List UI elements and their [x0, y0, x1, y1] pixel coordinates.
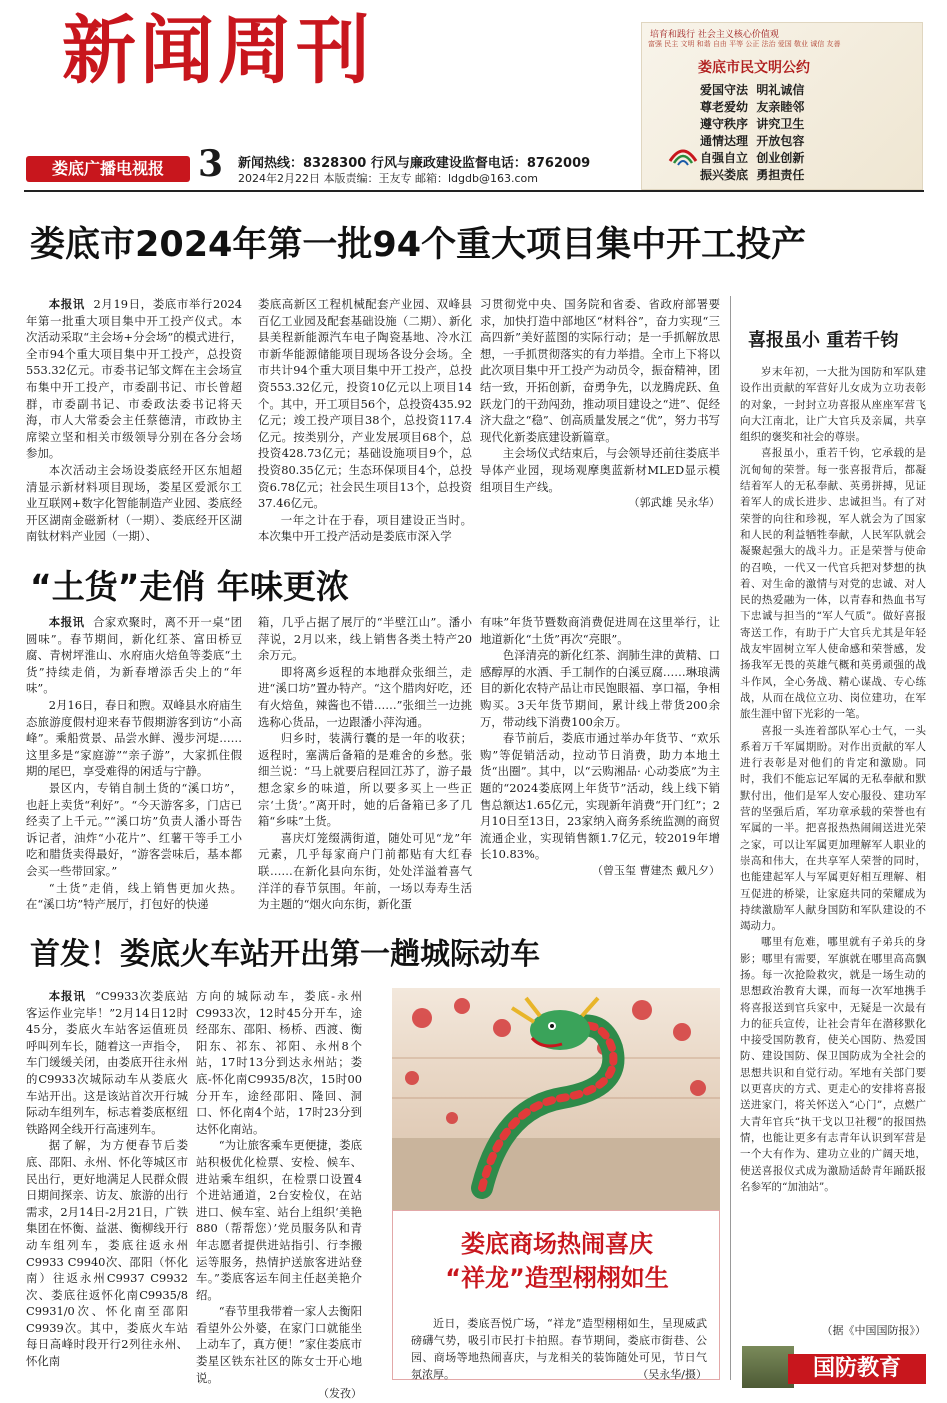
article1-headline: 娄底市2024年第一批94个重大项目集中开工投产	[30, 225, 807, 265]
dateline-text: 2024年2月22日 本版责编：王友专 邮箱：ldgdb@163.com	[238, 172, 538, 185]
photo-credit: （吴永华/摄）	[637, 1368, 707, 1381]
photo-caption-text: 近日，娄底吾悦广场，“祥龙”造型栩栩如生，呈现威武磅礴气势，吸引市民打卡拍照。春节期间，娄底市街巷、公园、商场等地热闹喜庆，与龙相关的装饰随处可见，节日气氛浓厚。 （吴永华/摄）	[411, 1317, 707, 1381]
photo-caption-title: 娄底商场热闹喜庆 “祥龙”造型栩栩如生	[445, 1230, 669, 1292]
pledge-line: 通情达理 开放包容	[700, 134, 805, 148]
article3-byline: （发孜）	[318, 1387, 362, 1401]
hotline-text: 新闻热线：8328300 行风与廉政建设监督电话：8762009	[238, 156, 591, 171]
pledge-line: 尊老爱幼 友亲睦邻	[700, 100, 805, 114]
civility-banner	[641, 22, 923, 190]
masthead-divider	[24, 190, 924, 192]
soldier-image	[742, 1346, 794, 1388]
section-label-box	[742, 1346, 926, 1388]
article1-column-2: 娄底高新区工程机械配套产业园、双峰县百亿工业园及配套基础设施（二期）、新化县美程新能源汽车电子陶瓷基地、冷水江市新华能源储能项目现场各设分会场。全市共计94个重大项目集中开工投产，总投资553.32亿元，投资10亿元以上项目14个。其中，开工项目56个，总投资435.92亿元；竣工投产项目38个，总投资117.4亿元。按类别分，产业发展项目68个，总投资428.73亿元；基础设施项目9个，总投资80.35亿元；生态环保项目4个，总投资6.78亿元；社会民生项目13个，总投资37.46亿元。 一年之计在于春，项目建设正当时。本次集中开工投产活动是娄底市深入学	[258, 297, 472, 544]
article2-column-1: 本报讯 合家欢聚时，离不开一桌“团圆味”。春节期间，新化红茶、富田桥豆腐、青树坪淮山、水府庙火焙鱼等娄底“土货”持续走俏，为新春增添舌尖上的“年味”。 2月16日，春日和煦。双峰县水府庙生态旅游度假村迎来春节假期游客到访“小高峰”。乘船赏景、品尝水鲜、漫步河堤……这里多是“家庭游”“亲子游”，大家抓住假期的尾巴，享受难得的闲适与宁静。 景区内，专销自制土货的“溪口坊”，也赶上卖货“利好”。“今天游客多，门店已经卖了上千元。”“溪口坊”负责人潘小哥告诉记者，油炸“小花片”、红薯干等手工小吃和腊货卖得最好，“游客尝味后，基本都会买一些带回家。” “土货”走俏，线上销售更加火热。在“溪口坊”特产展厅，打包好的快递	[26, 615, 242, 912]
photo-caption-box	[392, 1210, 720, 1380]
article3-headline: 首发！娄底火车站开出第一趟城际动车	[30, 937, 540, 972]
article1-column-1: 本报讯 2月19日，娄底市举行2024年第一批重大项目集中开工投产仪式。本次活动采取“主会场+分会场”的模式进行，全市94个重大项目集中开工投产，总投资553.32亿元。市委书记邹文辉在主会场宣布集中开工投产，市委副书记、市长曾超群，市委副书记、市委政法委书记将天海，市人大常委会主任蔡德清，市政协主席梁立坚和相关市级领导分别在各分会场参加。 本次活动主会场设娄底经开区东旭超清显示新材料项目现场，娄星区爱派尔工业互联网+数字化智能制造产业园、娄底经开区湖南金磁新材（一期）、娄底经开区湖南钛材料产业园（一期）、	[26, 297, 242, 544]
dragon-illustration	[392, 988, 720, 1210]
section-label: 国防教育	[788, 1354, 926, 1384]
masthead-title: 新闻周刊	[62, 8, 374, 94]
article2-column-2: 箱，几乎占据了展厅的“半壁江山”。潘小萍说，2月以来，线上销售各类土特产20余万元。 即将离乡返程的本地群众张细兰，走进“溪口坊”置办特产。“这个腊肉好吃，还有火焙鱼，辣酱也不错……”张细兰一边挑选称心货品，一边跟潘小萍沟通。 归乡时，装满行囊的是一年的收获；返程时，塞满后备箱的是难舍的乡愁。张细兰说：“马上就要启程回江苏了，游子最想念家乡的味道，所以要多买上一些正宗‘土货’。”离开时，她的后备箱已多了几箱“乡味”土货。 喜庆灯笼缀满街道，随处可见“龙”年元素，几乎每家商户门前都贴有大红春联……在新化县向东街，处处洋溢着喜气洋洋的春节氛围。年前，一场以寿寿生活为主题的“烟火向东街，新化蛋	[258, 615, 472, 912]
article1-column-3: 习贯彻党中央、国务院和省委、省政府部署要求，加快打造中部地区“材料谷”，奋力实现“三高四新”美好蓝图的实际行动；是一手抓解放思想，一手抓贯彻落实的有力举措。全市上下将以此次项目集中开工投产为动员令，振奋精神，团结一致，开拓创新，奋勇争先，以龙腾虎跃、鱼跃龙门的干劲闯劲，推动项目建设之“进”、促经济大盘之“稳”、创高质量发展之“优”，努力书写现代化新娄底建设新篇章。 主会场仪式结束后，与会领导还前往娄底半导体产业园，现场观摩奥蓝新材MLED显示模组项目生产线。 （郭武雄 吴永华）	[480, 296, 720, 540]
sidebar-title: 喜报虽小 重若千钧	[748, 330, 899, 351]
mall-dragon-photo	[392, 988, 720, 1210]
page-number: 3	[198, 143, 224, 185]
station-badge: 娄底广播电视报	[26, 156, 190, 182]
column-divider	[730, 296, 731, 1380]
article1-byline: （郭武雄 吴永华）	[628, 496, 720, 510]
article2-byline: （曾玉玺 曹建杰 戴凡夕）	[592, 863, 720, 877]
banner-title: 娄底市民文明公约	[698, 60, 810, 76]
sidebar-source: （据《中国国防报》）	[821, 1324, 926, 1337]
banner-slogan: 培育和践行 社会主义核心价值观	[650, 30, 779, 40]
lead-tag: 本报讯	[48, 297, 85, 311]
banner-values: 富强 民主 文明 和谐 自由 平等 公正 法治 爱国 敬业 诚信 友善	[648, 40, 841, 48]
article3-column-2: 方向的城际动车，娄底-永州C9933次，12时45分开车，途经邵东、邵阳、杨桥、西渡、衡阳东、祁东、祁阳、永州8个站，17时13分到达永州站；娄底-怀化南C9935/8次，15时00分开车，途经邵阳、隆回、洞口、怀化南4个站，17时23分到达怀化南站。 “为让旅客乘车更便捷，娄底站积极优化检票、安检、候车、进站乘车组织，在检票口设置4个进站通道，2台安检仪，在站进口、候车室、站台上组织‘美艳880（帮帮您）’党员服务队和青年志愿者提供进站指引、行李搬运等服务，热情护送旅客进站登车。”娄底客运车间主任赵美艳介绍。 “春节里我带着一家人去衡阳看望外公外婆，在家门口就能坐上动车了，真方便！”家住娄底市娄星区铁东社区的陈女士开心地说。 （发孜）	[196, 988, 362, 1388]
pledge-line: 振兴娄底 勇担责任	[700, 168, 805, 182]
pledge-line: 自强自立 创业创新	[700, 151, 805, 165]
article2-headline: “土货”走俏 年味更浓	[30, 567, 349, 606]
pledge-line: 遵守秩序 讲究卫生	[700, 117, 805, 131]
sidebar-body: 岁末年初，一大批为国防和军队建设作出贡献的军营好儿女成为立功表彰的对象，一封封立功喜报从座座军营飞向大江南北，让广大官兵及亲属，共享组织的褒奖和社会的尊崇。 喜报虽小，重若千钧，它承载的是沉甸甸的荣誉。每一张喜报背后，都凝结着军人的无私奉献、英勇拼搏，见证着军人的成长进步、忠诚担当。有了对荣誉的向往和珍视，军人就会为了国家和人民的利益牺牲奉献，人民军队就会凝聚起强大的战斗力。正是荣誉与使命的召唤，一代又一代官兵把对梦想的执着、对生命的激情与对党的忠诚、对人民的热爱融为一体，以青春和热血书写下忠诚与担当的“军人气质”。做好喜报寄送工作，有助于广大官兵尤其是年轻战友牢固树立军人使命感和荣誉感，发扬我军无畏的英雄气概和英勇顽强的战斗作风，全心务战、精心谋战、专心练战，从而在战位立功、岗位建功，在军旅生涯中留下光彩的一笔。 喜报一头连着部队军心士气，一头系着万千军属期盼。对作出贡献的军人进行表彰是对他们的肯定和激励。同时，我们不能忘记军属的无私奉献和默默付出，他们是军人安心服役、建功军营的坚强后盾，军功章承载的荣誉也有军属的一半。把喜报热热闹闹送进光荣之家，可以让军属更加理解军人职业的崇高和伟大，在共享军人荣誉的同时，也能建起军人与军属更好相互理解、相互促进的桥梁，让家庭共同的荣耀成为持续激励军人献身国防和军队建设的不竭动力。 哪里有危难，哪里就有子弟兵的身影；哪里有需要，军旗就在哪里高高飘扬。每一次抢险救灾，就是一场生动的思想政治教育大课，而每一次军地携手将喜报送到官兵家中，无疑是一次最有力的征兵宣传，让社会青年在潜移默化中接受国防教育，使关心国防、热爱国防、建设国防、保卫国防成为全社会的思想共识和自觉行动。军地有关部门要以更喜庆的方式、更走心的安排将喜报送进家门，将关怀送入“心门”，点燃广大青年官兵“执干戈以卫社稷”的报国热情，也能让更多有志青年认识到军营是一个大有作为、建功立业的广阔天地，使送喜报仪式成为激励适龄青年踊跃报名参军的“加油站”。	[740, 366, 926, 1193]
article2-column-3: 有味”年货节暨数商消费促进周在这里举行，让地道新化“土货”再次“亮眼”。 色泽清亮的新化红茶、润肺生津的黄精、口感醇厚的水酒、手工制作的白溪豆腐……琳琅满目的新化农特产品让市民饱眼福、享口福，争相购买。3天年货节期间，累计线上带货200余万，带动线下消费100余万。 春节前后，娄底市通过举办年货节、“欢乐购”等促销活动，拉动节日消费，助力本地土货“出圈”。其中，以“云购湘品· 心动娄底”为主题的“2024娄底网上年货节”活动，线上线下销售总额达1.65亿元，实现新年消费“开门红”；2月10日至13日，23家纳入商务系统监测的商贸流通企业，实现销售额1.7亿元，较2019年增长10.83%。 （曾玉玺 曹建杰 戴凡夕）	[480, 614, 720, 908]
city-logo-icon	[666, 135, 700, 169]
pledge-line: 爱国守法 明礼诚信	[700, 83, 805, 97]
article3-column-1: 本报讯 “C9933次娄底站客运作业完毕！”2月14日12时45分，娄底火车站客运值班员呼叫列车长，随着这一声指令，车门缓缓关闭，由娄底开往永州的C9933次城际动车从娄底火车站开出。这是该站首次开行城际动车组列车，标志着娄底枢纽铁路网全线开行高速列车。 据了解，为方便春节后娄底、邵阳、永州、怀化等城区市民出行，更好地满足人民群众假日期间探亲、访友、旅游的出行需求，2月14日-2月21日，广铁集团在怀衡、益湛、衡柳线开行动车组列车，娄底往返永州C9933 C9940次、邵阳（怀化南）往返永州C9937 C9932次、娄底往返怀化南C9935/8 C9931/0次、怀化南至邵阳C9939次。其中，娄底火车站每日高峰时段开行2列往永州、怀化南	[26, 989, 188, 1369]
